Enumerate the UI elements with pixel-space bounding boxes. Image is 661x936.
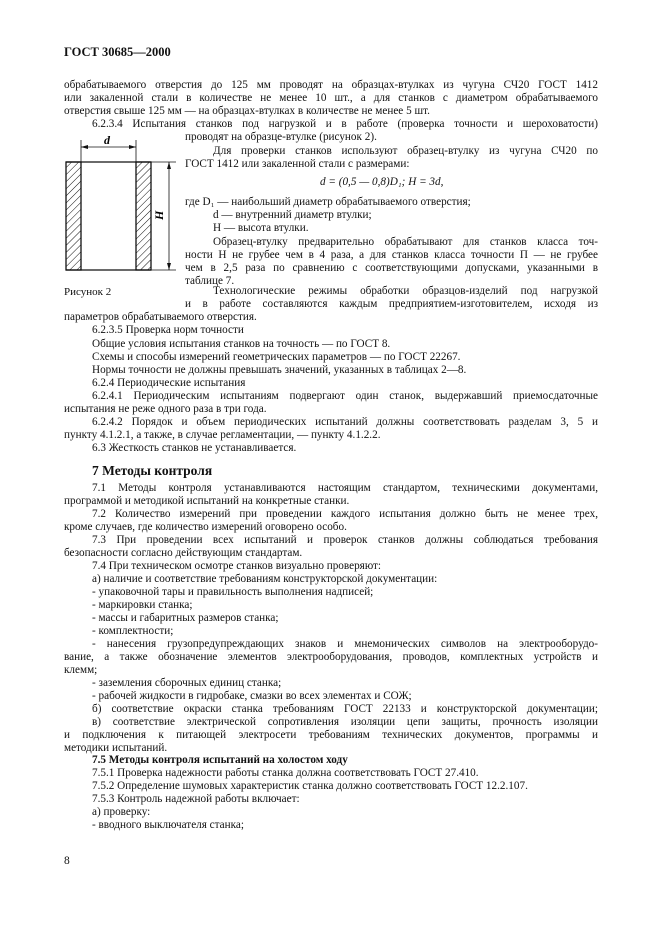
text-line: и в работе составляются каждым предприятием-изготовителем, исходя из: [185, 298, 598, 310]
formula: d = (0,5 — 0,8)D₁; H = 3d,: [320, 176, 444, 188]
text-line: пункту 4.1.2.1, а также, в случае регламентации, — пункту 4.1.2.2.: [64, 429, 381, 441]
text-line: 7.3 При проведении всех испытаний и проверок станков должны соблюдаться требования: [92, 534, 598, 546]
text-line: 7.5.2 Определение шумовых характеристик станка должно соответствовать ГОСТ 12.2.107.: [92, 780, 528, 792]
text-line: - рабочей жидкости в гидробаке, смазки во всех элементах и СОЖ;: [92, 690, 412, 702]
text-line: H — высота втулки.: [213, 222, 309, 234]
text-line: 6.3 Жесткость станков не устанавливается.: [92, 442, 297, 454]
text-line: Общие условия испытания станков на точность — по ГОСТ 8.: [92, 338, 391, 350]
text-line: кроме случаев, где количество измерений оговорено особо.: [64, 521, 347, 533]
text-line: d — внутренний диаметр втулки;: [213, 209, 372, 221]
section-heading: 7 Методы контроля: [92, 463, 213, 478]
text-line: 6.2.4.1 Периодическим испытаниям подвергают один станок, выдержавший приемосдаточные: [92, 390, 598, 402]
text-line: 7.5.1 Проверка надежности работы станка должна соответствовать ГОСТ 27.410.: [92, 767, 479, 779]
text-line: чем в 2,5 раза по сравнению с соответствующими допусками, указанными в: [185, 262, 598, 274]
text-line: таблице 7.: [185, 275, 235, 287]
dimension-label-H: H: [152, 210, 166, 220]
figure-caption: Рисунок 2: [64, 286, 112, 298]
text-line: - упаковочной тары и правильность выполнения надписей;: [92, 586, 374, 598]
subsection-heading: 7.5 Методы контроля испытаний на холостом ходу: [92, 754, 348, 766]
dimension-label-d: d: [104, 133, 110, 147]
text-line: ности Н не грубее чем в 4 раза, а для станков класса точности П — не грубее: [185, 249, 598, 261]
text-line: клемм;: [64, 664, 98, 676]
text-line: 7.4 При техническом осмотре станков визуально проверяют:: [92, 560, 382, 572]
text-line: где D₁ — наибольший диаметр обрабатываемого отверстия;: [185, 196, 471, 208]
text-line: 7.2 Количество измерений при проведении каждого испытания должно быть не менее трех,: [92, 508, 598, 520]
text-line: а) наличие и соответствие требованиям конструкторской документации:: [92, 573, 438, 585]
text-line: - комплектности;: [92, 625, 174, 637]
text-line: Образец-втулку предварительно обрабатывают для станков класса точ-: [213, 236, 598, 248]
text-line: Нормы точности не должны превышать значений, указанных в таблицах 2—8.: [92, 364, 467, 376]
text-line: - массы и габаритных размеров станка;: [92, 612, 279, 624]
bushing-left-wall: [66, 162, 81, 270]
text-line: вание, а также обозначение элементов электрооборудования, проводов, комплектных устройств и: [64, 651, 598, 663]
bushing-right-wall: [136, 162, 151, 270]
text-line: безопасности согласно действующим стандартам.: [64, 547, 303, 559]
text-line: Схемы и способы измерений геометрических параметров — по ГОСТ 22267.: [92, 351, 461, 363]
text-line: параметров обрабатываемого отверстия.: [64, 311, 257, 323]
page-header: ГОСТ 30685—2000: [64, 45, 171, 59]
text-line: программой и методикой испытаний на конкретные станки.: [64, 495, 350, 507]
text-line: Технологические режимы обработки образцов-изделий под нагрузкой: [213, 285, 598, 297]
text-line: Для проверки станков используют образец-втулку из чугуна СЧ20 по: [213, 145, 598, 157]
text-line: - нанесения грузопредупреждающих знаков и мнемонических символов на электрооборудо-: [92, 638, 598, 650]
text-line: проводят на образце-втулке (рисунок 2).: [185, 131, 377, 143]
text-line: 6.2.3.5 Проверка норм точности: [92, 324, 244, 336]
text-line: отверстия свыше 125 мм — на образцах-втулках в количестве не менее 5 шт.: [64, 105, 430, 117]
text-line: ГОСТ 1412 или закаленной стали с размерами:: [185, 158, 410, 170]
text-line: методики испытаний.: [64, 742, 168, 754]
text-line: 6.2.4.2 Порядок и объем периодических испытаний должны соответствовать разделам 3, 5 и: [92, 416, 598, 428]
page-number: 8: [64, 855, 70, 867]
text-line: 7.1 Методы контроля устанавливаются настоящим стандартом, техническими документами,: [92, 482, 598, 494]
text-line: - вводного выключателя станка;: [92, 819, 244, 831]
text-line: обрабатываемого отверстия до 125 мм проводят на образцах-втулках из чугуна СЧ20 ГОСТ 1412: [64, 79, 598, 91]
text-line: испытания не реже одного раза в три года.: [64, 403, 267, 415]
text-line: а) проверку:: [92, 806, 151, 818]
text-line: в) соответствие электрической сопротивления изоляции цепи защиты, прочность изоляции: [92, 716, 598, 728]
text-line: 6.2.4 Периодические испытания: [92, 377, 246, 389]
text-line: и подключения к питающей электросети требованиям технических документов, программы и: [64, 729, 598, 741]
text-line: или закаленной стали в количестве не менее 10 шт., а для станков с диаметром обрабатываемого: [64, 92, 598, 104]
text-line: 7.5.3 Контроль надежной работы включает:: [92, 793, 300, 805]
text-line: б) соответствие окраски станка требованиям ГОСТ 22133 и конструкторской документации;: [92, 703, 598, 715]
text-line: 6.2.3.4 Испытания станков под нагрузкой и в работе (проверка точности и шероховатости): [92, 118, 598, 130]
text-line: - маркировки станка;: [92, 599, 193, 611]
text-line: - заземления сборочных единиц станка;: [92, 677, 282, 689]
